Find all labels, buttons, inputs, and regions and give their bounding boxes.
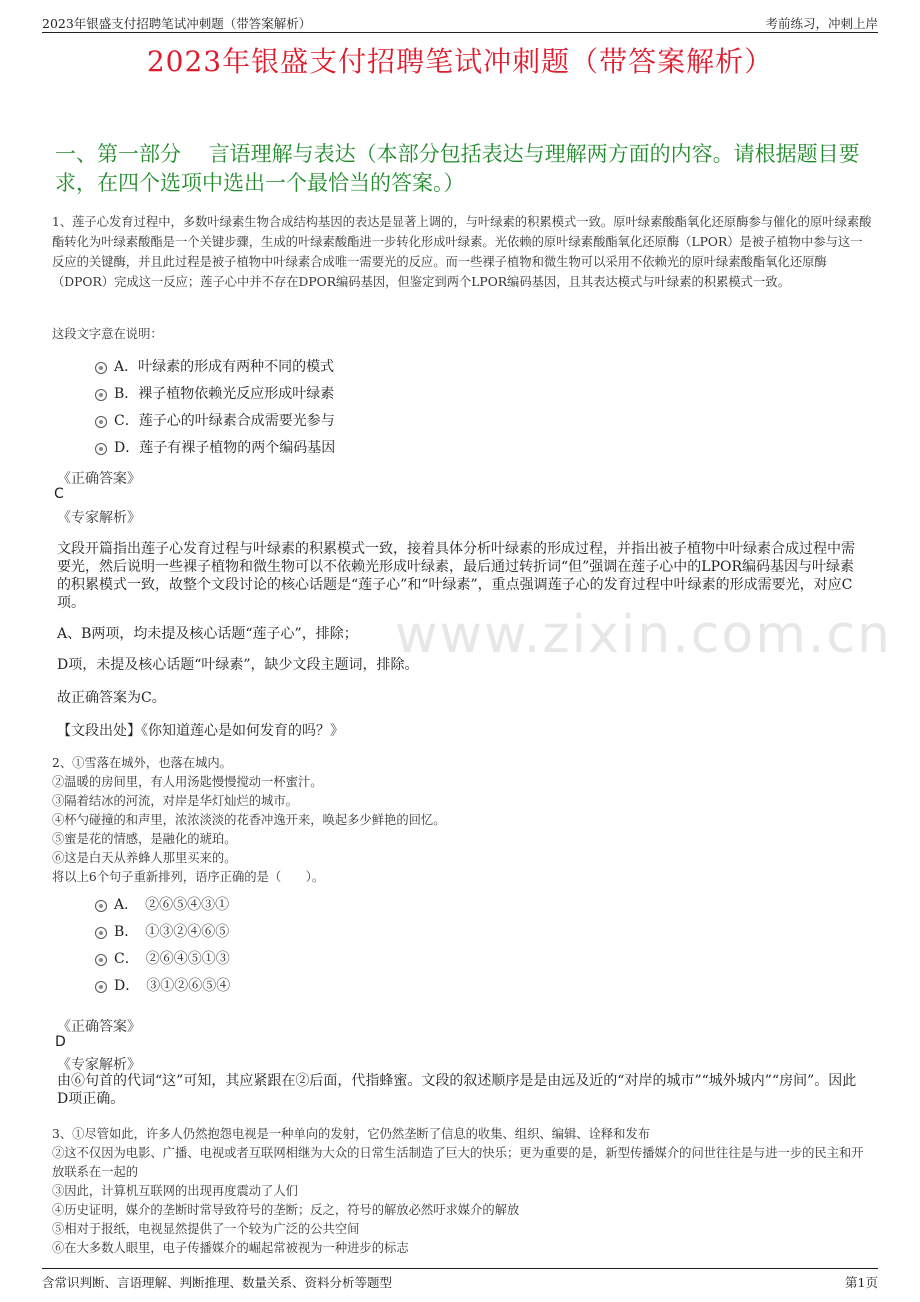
footer-topics: 含常识判断、言语理解、判断推理、数量关系、资料分析等题型 xyxy=(42,1275,393,1290)
q3-line: ⑥在大多数人眼里，电子传播媒介的崛起常被视为一种进步的标志 xyxy=(52,1241,409,1255)
q2-line: 2、①雪落在城外，也落在城内。 xyxy=(52,756,232,770)
radio-icon[interactable] xyxy=(95,900,107,912)
q2-line: ⑤蜜是花的情感，是融化的琥珀。 xyxy=(52,832,237,846)
q2-line: ⑥这是白天从养蜂人那里买来的。 xyxy=(52,851,237,865)
q1-analysis-paragraph: 文段开篇指出莲子心发育过程与叶绿素的积累模式一致，接着具体分析叶绿素的形成过程，并指出被子植物中叶绿素合成过程中需要光，然后说明一些裸子植物和微生物可以不依赖光形成叶绿素，最后通过转折词“但”强调在莲子心中的LPOR编码基因与叶绿素的积累模式一致，故整个文段讨论的核心话题是“莲子心”和“叶绿素”，重点强调莲子心的发育过程中叶绿素的形成需要光，对应C项。 xyxy=(57,541,855,611)
q2-line: ③隔着结冰的河流，对岸是华灯灿烂的城市。 xyxy=(52,794,298,808)
header-slogan: 考前练习，冲刺上岸 xyxy=(765,16,878,31)
radio-icon[interactable] xyxy=(95,927,107,939)
q2-answer: D xyxy=(55,1034,66,1050)
option-label: A． ②⑥⑤④③① xyxy=(114,897,230,913)
q1-source: 【文段出处】《你知道莲心是如何发育的吗？》 xyxy=(57,723,344,739)
q3-line: ⑤相对于报纸，电视显然提供了一个较为广泛的公共空间 xyxy=(52,1222,360,1236)
option-label: C．莲子心的叶绿素合成需要光参与 xyxy=(114,413,335,429)
q1-analysis-conclusion: 故正确答案为C。 xyxy=(57,690,166,706)
page-header xyxy=(42,12,878,33)
radio-icon[interactable] xyxy=(95,362,107,374)
q2-analysis: 由⑥句首的代词“这”可知，其应紧跟在②后面，代指蜂蜜。文段的叙述顺序是是由远及近的“对岸的城市”“城外城内”“房间”。因此D项正确。 xyxy=(57,1073,857,1107)
q1-answer: C xyxy=(54,486,64,502)
q2-line: ④杯勺碰撞的和声里，浓浓淡淡的花香冲逸开来，唤起多少鲜艳的回忆。 xyxy=(52,813,446,827)
page-title: 2023年银盛支付招聘笔试冲刺题（带答案解析） xyxy=(146,45,774,78)
q2-stem xyxy=(52,754,872,887)
q1-answer-label: 《正确答案》 xyxy=(57,471,141,487)
option-label: D． ③①②⑥⑤④ xyxy=(114,978,231,994)
q3-line: ②这不仅因为电影、广播、电视或者互联网相继为大众的日常生活制造了巨大的快乐；更为重要的是，新型传播媒介的问世往往是与进一步的民主和开放联系在一起的 xyxy=(52,1146,864,1179)
radio-icon[interactable] xyxy=(95,981,107,993)
option-label: B．裸子植物依赖光反应形成叶绿素 xyxy=(114,386,335,402)
q1-analysis-line: D项，未提及核心话题“叶绿素”，缺少文段主题词，排除。 xyxy=(57,657,419,673)
q1-passage: 1、莲子心发育过程中，多数叶绿素生物合成结构基因的表达是显著上调的，与叶绿素的积累模式一致。原叶绿素酸酯氧化还原酶参与催化的原叶绿素酸酯转化为叶绿素酸酯是一个关键步骤，生成的叶绿素酸酯进一步转化形成叶绿素。光依赖的原叶绿素酸酯氧化还原酶（LPOR）是被子植物中参与这一反应的关键酶，并且此过程是被子植物中叶绿素合成唯一需要光的反应。而一些裸子植物和微生物可以采用不依赖光的原叶绿素酸酯氧化还原酶（DPOR）完成这一反应；莲子心中并不存在DPOR编码基因，但鉴定到两个LPOR编码基因，且其表达模式与叶绿素的积累模式一致。 xyxy=(52,215,872,289)
q1-analysis-line: A、B两项，均未提及核心话题“莲子心”，排除； xyxy=(57,626,358,642)
q2-analysis-label: 《专家解析》 xyxy=(57,1057,141,1073)
page-footer xyxy=(42,1268,878,1289)
header-doc-title: 2023年银盛支付招聘笔试冲刺题（带答案解析） xyxy=(42,16,312,31)
option-label: B． ①③②④⑥⑤ xyxy=(114,924,230,940)
q3-line: 3、①尽管如此，许多人仍然抱怨电视是一种单向的发射，它仍然垄断了信息的收集、组织、编辑、诠释和发布 xyxy=(52,1127,651,1141)
q1-analysis-label: 《专家解析》 xyxy=(57,510,141,526)
q3-line: ④历史证明，媒介的垄断时常导致符号的垄断；反之，符号的解放必然吁求媒介的解放 xyxy=(52,1203,520,1217)
page-number: 第1页 xyxy=(845,1275,878,1290)
radio-icon[interactable] xyxy=(95,954,107,966)
q2-prompt: 将以上6个句子重新排列，语序正确的是（ ）。 xyxy=(52,870,325,884)
q2-line: ②温暖的房间里，有人用汤匙慢慢搅动一杯蜜汁。 xyxy=(52,775,323,789)
watermark: www.zixin.com.cn xyxy=(395,605,892,665)
section-heading: 一、第一部分 言语理解与表达（本部分包括表达与理解两方面的内容。请根据题目要求，在四个选项中选出一个最恰当的答案。） xyxy=(55,142,860,195)
radio-icon[interactable] xyxy=(95,416,107,428)
q2-answer-label: 《正确答案》 xyxy=(57,1019,141,1035)
q1-prompt: 这段文字意在说明： xyxy=(52,327,163,341)
radio-icon[interactable] xyxy=(95,389,107,401)
option-label: C． ②⑥④⑤①③ xyxy=(114,951,230,967)
q3-line: ③因此，计算机互联网的出现再度震动了人们 xyxy=(52,1184,298,1198)
option-label: A．叶绿素的形成有两种不同的模式 xyxy=(114,359,335,375)
radio-icon[interactable] xyxy=(95,443,107,455)
option-label: D．莲子有裸子植物的两个编码基因 xyxy=(114,440,336,456)
q3-stem xyxy=(52,1125,872,1258)
